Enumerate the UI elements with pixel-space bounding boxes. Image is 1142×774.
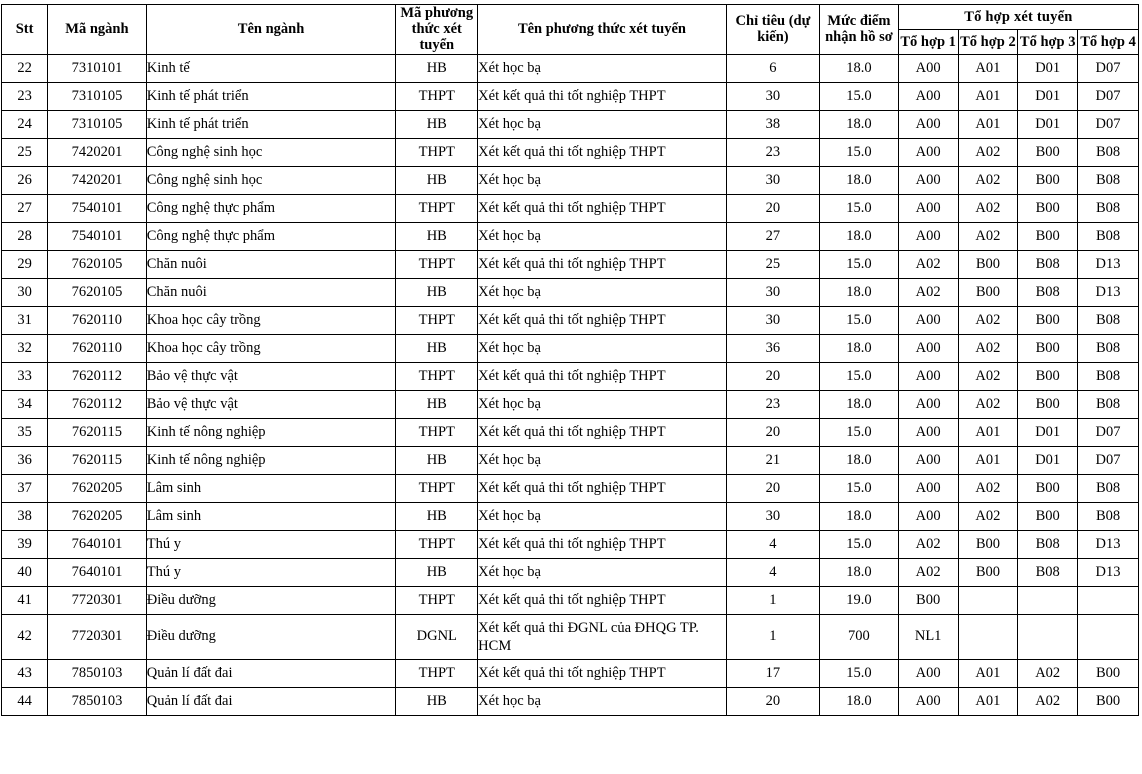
row-ma-phuong-thuc: THPT [396,362,478,390]
row-ma-phuong-thuc: THPT [396,586,478,614]
row-to-hop-4: B08 [1078,474,1139,502]
row-ma-nganh: 7620115 [48,418,147,446]
row-ten-phuong-thuc: Xét kết quả thi tốt nghiệp THPT [478,474,727,502]
table-row [2,418,1139,446]
row-chi-tieu: 23 [726,390,819,418]
row-stt: 32 [2,334,48,362]
row-to-hop-4: B08 [1078,306,1139,334]
row-to-hop-1: B00 [898,586,958,614]
row-chi-tieu: 4 [726,530,819,558]
row-to-hop-3: D01 [1018,446,1078,474]
row-stt: 36 [2,446,48,474]
row-ma-nganh: 7620205 [48,502,147,530]
row-ten-nganh: Điều dưỡng [146,586,396,614]
table-row [2,306,1139,334]
row-ten-nganh: Bảo vệ thực vật [146,390,396,418]
row-ten-nganh: Lâm sinh [146,502,396,530]
header-to-hop-4: Tổ hợp 4 [1078,29,1139,54]
row-chi-tieu: 1 [726,614,819,659]
row-to-hop-1: A02 [898,530,958,558]
row-to-hop-3: D01 [1018,54,1078,82]
row-ma-nganh: 7420201 [48,166,147,194]
row-stt: 33 [2,362,48,390]
row-ma-phuong-thuc: HB [396,166,478,194]
row-ma-phuong-thuc: THPT [396,82,478,110]
row-to-hop-4: D07 [1078,446,1139,474]
row-to-hop-1: A00 [898,194,958,222]
row-to-hop-1: A00 [898,110,958,138]
row-ten-nganh: Chăn nuôi [146,278,396,306]
row-ten-nganh: Điều dưỡng [146,614,396,659]
row-muc-diem: 18.0 [820,110,899,138]
row-chi-tieu: 21 [726,446,819,474]
row-to-hop-2 [958,614,1018,659]
row-to-hop-4: D13 [1078,530,1139,558]
header-to-hop-group: Tổ hợp xét tuyển [898,5,1138,30]
row-to-hop-2: A02 [958,222,1018,250]
header-ten-phuong-thuc: Tên phương thức xét tuyển [478,5,727,55]
table-row [2,586,1139,614]
row-to-hop-2: A02 [958,362,1018,390]
row-ten-nganh: Công nghệ thực phẩm [146,194,396,222]
row-chi-tieu: 36 [726,334,819,362]
row-ma-nganh: 7640101 [48,558,147,586]
header-stt: Stt [2,5,48,55]
row-ma-nganh: 7310101 [48,54,147,82]
table-row [2,390,1139,418]
row-to-hop-3: D01 [1018,110,1078,138]
header-ma-phuong-thuc: Mã phương thức xét tuyển [396,5,478,55]
row-muc-diem: 19.0 [820,586,899,614]
row-ten-nganh: Bảo vệ thực vật [146,362,396,390]
row-stt: 44 [2,687,48,715]
row-to-hop-3: B08 [1018,250,1078,278]
row-ma-nganh: 7640101 [48,530,147,558]
row-to-hop-3: B00 [1018,306,1078,334]
row-muc-diem: 15.0 [820,194,899,222]
row-ma-phuong-thuc: HB [396,54,478,82]
row-to-hop-2: A01 [958,82,1018,110]
row-ma-phuong-thuc: HB [396,446,478,474]
row-to-hop-3: B08 [1018,530,1078,558]
row-to-hop-2: A01 [958,110,1018,138]
row-to-hop-3: D01 [1018,418,1078,446]
row-ma-nganh: 7620112 [48,362,147,390]
row-to-hop-1: A00 [898,166,958,194]
table-row [2,446,1139,474]
row-ma-phuong-thuc: HB [396,687,478,715]
row-muc-diem: 18.0 [820,54,899,82]
row-muc-diem: 18.0 [820,222,899,250]
row-ma-nganh: 7720301 [48,586,147,614]
row-to-hop-2: B00 [958,278,1018,306]
row-ma-nganh: 7620115 [48,446,147,474]
row-muc-diem: 15.0 [820,362,899,390]
row-to-hop-1: A00 [898,138,958,166]
admissions-table [1,4,1139,716]
row-stt: 40 [2,558,48,586]
row-muc-diem: 18.0 [820,334,899,362]
row-to-hop-1: A00 [898,659,958,687]
row-to-hop-4: B08 [1078,166,1139,194]
row-ma-phuong-thuc: HB [396,110,478,138]
row-stt: 38 [2,502,48,530]
row-to-hop-4: D13 [1078,278,1139,306]
row-to-hop-4: B08 [1078,194,1139,222]
row-ten-phuong-thuc: Xét học bạ [478,390,727,418]
row-to-hop-2: A02 [958,194,1018,222]
row-to-hop-3: B00 [1018,502,1078,530]
row-ten-phuong-thuc: Xét học bạ [478,110,727,138]
row-to-hop-1: NL1 [898,614,958,659]
row-ma-nganh: 7620105 [48,250,147,278]
row-to-hop-2: A02 [958,306,1018,334]
row-to-hop-3: B00 [1018,362,1078,390]
row-to-hop-4: D13 [1078,250,1139,278]
row-ten-phuong-thuc: Xét học bạ [478,166,727,194]
row-to-hop-4: D07 [1078,54,1139,82]
row-to-hop-4: B00 [1078,659,1139,687]
row-chi-tieu: 17 [726,659,819,687]
row-to-hop-4: B08 [1078,334,1139,362]
row-stt: 25 [2,138,48,166]
row-to-hop-2: A02 [958,334,1018,362]
row-to-hop-3: B00 [1018,138,1078,166]
table-row [2,558,1139,586]
row-stt: 23 [2,82,48,110]
table-row [2,222,1139,250]
row-to-hop-4: B00 [1078,687,1139,715]
table-row [2,502,1139,530]
row-ma-nganh: 7540101 [48,194,147,222]
row-chi-tieu: 38 [726,110,819,138]
row-stt: 26 [2,166,48,194]
row-ten-phuong-thuc: Xét kết quả thi tốt nghiệp THPT [478,586,727,614]
row-ma-phuong-thuc: THPT [396,418,478,446]
row-ten-phuong-thuc: Xét kết quả thi tốt nghiệp THPT [478,362,727,390]
row-to-hop-1: A00 [898,54,958,82]
row-ten-phuong-thuc: Xét học bạ [478,558,727,586]
row-to-hop-1: A00 [898,502,958,530]
row-to-hop-2: A01 [958,687,1018,715]
row-muc-diem: 15.0 [820,659,899,687]
row-to-hop-1: A00 [898,362,958,390]
row-to-hop-3: D01 [1018,82,1078,110]
row-to-hop-2: A02 [958,166,1018,194]
row-muc-diem: 15.0 [820,306,899,334]
row-to-hop-4: B08 [1078,362,1139,390]
row-muc-diem: 15.0 [820,138,899,166]
row-to-hop-3 [1018,614,1078,659]
row-ten-nganh: Kinh tế [146,54,396,82]
row-chi-tieu: 30 [726,502,819,530]
row-chi-tieu: 30 [726,306,819,334]
row-ten-nganh: Khoa học cây trồng [146,334,396,362]
row-stt: 42 [2,614,48,659]
row-to-hop-3: B08 [1018,558,1078,586]
row-to-hop-1: A02 [898,250,958,278]
row-ma-nganh: 7310105 [48,82,147,110]
row-chi-tieu: 30 [726,166,819,194]
row-ten-nganh: Chăn nuôi [146,250,396,278]
row-stt: 39 [2,530,48,558]
row-ten-nganh: Kinh tế phát triển [146,82,396,110]
row-to-hop-3: B00 [1018,334,1078,362]
row-ten-phuong-thuc: Xét học bạ [478,54,727,82]
row-ten-phuong-thuc: Xét học bạ [478,334,727,362]
row-muc-diem: 18.0 [820,446,899,474]
header-row-1 [2,5,1139,30]
row-muc-diem: 15.0 [820,250,899,278]
header-to-hop-2: Tổ hợp 2 [958,29,1018,54]
row-ma-nganh: 7620105 [48,278,147,306]
row-chi-tieu: 6 [726,54,819,82]
row-stt: 27 [2,194,48,222]
row-ten-nganh: Lâm sinh [146,474,396,502]
row-ten-phuong-thuc: Xét kết quả thi tốt nghiệp THPT [478,194,727,222]
row-ten-nganh: Công nghệ thực phẩm [146,222,396,250]
row-to-hop-4 [1078,614,1139,659]
row-stt: 43 [2,659,48,687]
row-to-hop-4: B08 [1078,222,1139,250]
row-ten-phuong-thuc: Xét học bạ [478,502,727,530]
header-chi-tieu: Chỉ tiêu (dự kiến) [726,5,819,55]
row-to-hop-3: B00 [1018,166,1078,194]
row-ma-phuong-thuc: DGNL [396,614,478,659]
row-stt: 22 [2,54,48,82]
row-ma-phuong-thuc: THPT [396,138,478,166]
row-to-hop-2: B00 [958,558,1018,586]
row-ma-phuong-thuc: THPT [396,530,478,558]
row-to-hop-4: D07 [1078,418,1139,446]
row-chi-tieu: 4 [726,558,819,586]
row-to-hop-3: A02 [1018,659,1078,687]
row-to-hop-2: A01 [958,418,1018,446]
row-to-hop-2: A02 [958,138,1018,166]
row-ten-phuong-thuc: Xét học bạ [478,278,727,306]
row-muc-diem: 700 [820,614,899,659]
row-to-hop-4: D07 [1078,110,1139,138]
row-stt: 34 [2,390,48,418]
row-muc-diem: 15.0 [820,418,899,446]
row-stt: 37 [2,474,48,502]
row-ten-phuong-thuc: Xét kết quả thi tốt nghiệp THPT [478,138,727,166]
row-to-hop-4: D13 [1078,558,1139,586]
row-muc-diem: 18.0 [820,502,899,530]
row-ten-phuong-thuc: Xét kết quả thi tốt nghiệp THPT [478,250,727,278]
row-to-hop-2: A01 [958,659,1018,687]
row-stt: 41 [2,586,48,614]
row-to-hop-3: B00 [1018,222,1078,250]
header-ma-nganh: Mã ngành [48,5,147,55]
row-ten-nganh: Thú y [146,558,396,586]
row-to-hop-1: A00 [898,474,958,502]
row-ma-phuong-thuc: HB [396,558,478,586]
row-ma-phuong-thuc: THPT [396,659,478,687]
row-to-hop-3: A02 [1018,687,1078,715]
row-to-hop-2: A02 [958,390,1018,418]
row-ma-phuong-thuc: HB [396,222,478,250]
row-stt: 31 [2,306,48,334]
row-to-hop-1: A00 [898,82,958,110]
table-row [2,138,1139,166]
row-chi-tieu: 25 [726,250,819,278]
row-ma-phuong-thuc: THPT [396,306,478,334]
row-to-hop-4: B08 [1078,502,1139,530]
row-stt: 28 [2,222,48,250]
row-stt: 24 [2,110,48,138]
row-to-hop-1: A00 [898,306,958,334]
row-to-hop-4: D07 [1078,82,1139,110]
table-row [2,278,1139,306]
row-muc-diem: 15.0 [820,530,899,558]
row-chi-tieu: 20 [726,687,819,715]
row-chi-tieu: 30 [726,278,819,306]
row-ma-nganh: 7540101 [48,222,147,250]
row-chi-tieu: 1 [726,586,819,614]
row-ten-phuong-thuc: Xét kết quả thi tốt nghiệp THPT [478,306,727,334]
header-to-hop-3: Tổ hợp 3 [1018,29,1078,54]
row-to-hop-4: B08 [1078,138,1139,166]
header-to-hop-1: Tổ hợp 1 [898,29,958,54]
header-ten-nganh: Tên ngành [146,5,396,55]
table-row [2,194,1139,222]
table-row [2,687,1139,715]
row-stt: 29 [2,250,48,278]
row-to-hop-3: B00 [1018,194,1078,222]
row-to-hop-3: B00 [1018,474,1078,502]
row-ten-phuong-thuc: Xét kết quả thi tốt nghiệp THPT [478,659,727,687]
row-to-hop-4: B08 [1078,390,1139,418]
row-ten-nganh: Kinh tế phát triển [146,110,396,138]
row-to-hop-1: A02 [898,278,958,306]
row-stt: 30 [2,278,48,306]
row-ma-nganh: 7850103 [48,659,147,687]
row-to-hop-1: A02 [898,558,958,586]
row-muc-diem: 18.0 [820,558,899,586]
table-row [2,530,1139,558]
table-row [2,614,1139,659]
row-ten-nganh: Thú y [146,530,396,558]
row-ten-phuong-thuc: Xét kết quả thi ĐGNL của ĐHQG TP. HCM [478,614,727,659]
row-ma-phuong-thuc: HB [396,502,478,530]
row-chi-tieu: 20 [726,362,819,390]
table-row [2,659,1139,687]
row-ten-phuong-thuc: Xét kết quả thi tốt nghiệp THPT [478,418,727,446]
row-ten-phuong-thuc: Xét học bạ [478,446,727,474]
table-row [2,474,1139,502]
row-to-hop-2: A01 [958,446,1018,474]
row-to-hop-1: A00 [898,418,958,446]
row-to-hop-2: B00 [958,530,1018,558]
row-ten-nganh: Quản lí đất đai [146,659,396,687]
table-row [2,250,1139,278]
row-chi-tieu: 30 [726,82,819,110]
row-to-hop-2: A02 [958,502,1018,530]
row-to-hop-1: A00 [898,687,958,715]
row-ma-nganh: 7620112 [48,390,147,418]
row-chi-tieu: 20 [726,418,819,446]
row-chi-tieu: 23 [726,138,819,166]
row-muc-diem: 18.0 [820,390,899,418]
row-ma-nganh: 7850103 [48,687,147,715]
row-to-hop-1: A00 [898,390,958,418]
row-ma-phuong-thuc: HB [396,278,478,306]
row-to-hop-3: B00 [1018,390,1078,418]
row-ten-nganh: Kinh tế nông nghiệp [146,418,396,446]
row-to-hop-2: A01 [958,54,1018,82]
table-row [2,54,1139,82]
row-muc-diem: 15.0 [820,474,899,502]
row-to-hop-1: A00 [898,446,958,474]
row-ma-nganh: 7720301 [48,614,147,659]
row-to-hop-3: B08 [1018,278,1078,306]
row-ma-nganh: 7620205 [48,474,147,502]
row-chi-tieu: 20 [726,474,819,502]
row-to-hop-3 [1018,586,1078,614]
table-row [2,110,1139,138]
row-to-hop-1: A00 [898,222,958,250]
row-muc-diem: 18.0 [820,687,899,715]
row-to-hop-2 [958,586,1018,614]
row-ten-phuong-thuc: Xét học bạ [478,222,727,250]
row-ten-nganh: Công nghệ sinh học [146,166,396,194]
row-to-hop-2: B00 [958,250,1018,278]
row-ma-phuong-thuc: THPT [396,474,478,502]
row-ma-phuong-thuc: THPT [396,194,478,222]
row-ma-phuong-thuc: THPT [396,250,478,278]
table-header [2,5,1139,55]
row-ma-nganh: 7620110 [48,334,147,362]
table-row [2,362,1139,390]
table-row [2,334,1139,362]
table-body [2,54,1139,715]
row-ma-phuong-thuc: HB [396,390,478,418]
row-to-hop-1: A00 [898,334,958,362]
row-ten-phuong-thuc: Xét kết quả thi tốt nghiệp THPT [478,530,727,558]
row-to-hop-4 [1078,586,1139,614]
row-to-hop-2: A02 [958,474,1018,502]
row-ten-nganh: Quản lí đất đai [146,687,396,715]
header-muc-diem: Mức điểm nhận hồ sơ [820,5,899,55]
table-row [2,82,1139,110]
row-chi-tieu: 27 [726,222,819,250]
row-ma-nganh: 7420201 [48,138,147,166]
row-muc-diem: 15.0 [820,82,899,110]
row-ma-phuong-thuc: HB [396,334,478,362]
row-ten-phuong-thuc: Xét học bạ [478,687,727,715]
row-muc-diem: 18.0 [820,278,899,306]
row-muc-diem: 18.0 [820,166,899,194]
row-ma-nganh: 7310105 [48,110,147,138]
row-ma-nganh: 7620110 [48,306,147,334]
row-ten-nganh: Công nghệ sinh học [146,138,396,166]
row-ten-phuong-thuc: Xét kết quả thi tốt nghiệp THPT [478,82,727,110]
row-stt: 35 [2,418,48,446]
table-row [2,166,1139,194]
row-chi-tieu: 20 [726,194,819,222]
row-ten-nganh: Kinh tế nông nghiệp [146,446,396,474]
row-ten-nganh: Khoa học cây trồng [146,306,396,334]
